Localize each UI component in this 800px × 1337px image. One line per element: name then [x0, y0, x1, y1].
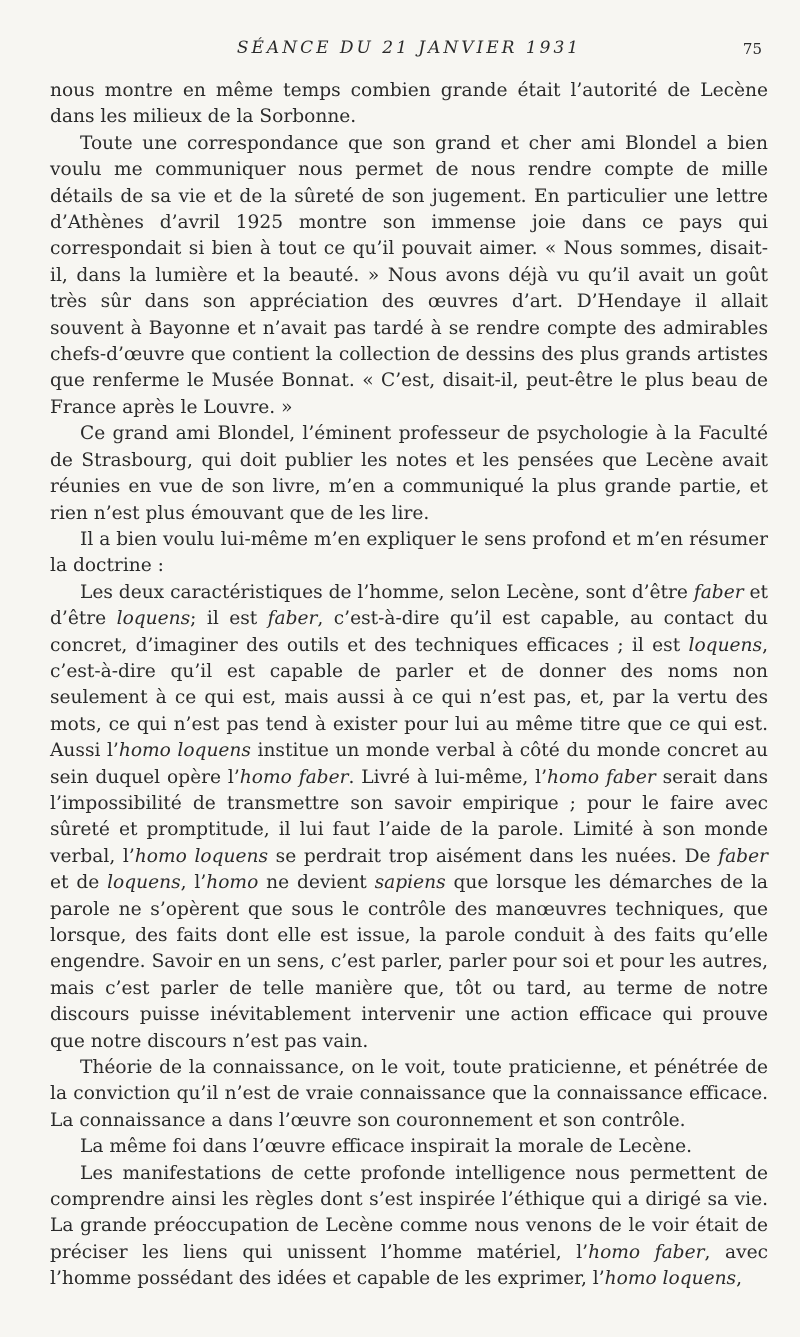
text-run: institue un monde verbal à côté du monde concret au sein duquel opère l’: [50, 740, 769, 788]
text-run: ; il est: [190, 608, 268, 630]
text-run: Les manifestations de cette profonde intelligence nous permettent de comprendre ainsi les règles dont s’est inspirée l’éthique qui a dirigé sa vie. La grande préoccupation de Lecène comme nous venons de le voir était de préciser les liens qui unissent l’homme matériel, l’: [50, 1162, 768, 1263]
paragraph: [50, 527, 768, 580]
text-run: , c’est-à-dire qu’il est capable, au contact du concret, d’imaginer des outils et des techniques efficaces ; il est: [50, 608, 769, 656]
italic-term: loquens: [116, 608, 191, 630]
italic-term: homo: [206, 872, 259, 894]
text-run: se perdrait trop aisément dans les nuées. De: [268, 845, 719, 867]
text-run: Théorie de la connaissance, on le voit, toute praticienne, et pénétrée de la conviction qu’il n’est de vraie connaissance que la connaissance efficace. La connaissance a dans l’œuvre son couronnement et son contrôle.: [50, 1057, 768, 1131]
paragraph: [50, 580, 768, 1055]
paragraph: [50, 421, 768, 527]
page-number: 75: [742, 40, 762, 58]
text-run: Les deux caractéristiques de l’homme, selon Lecène, sont d’être: [80, 581, 694, 603]
italic-term: homo faber: [239, 766, 349, 788]
text-run: nous montre en même temps combien grande était l’autorité de Lecène dans les milieux de la Sorbonne.: [50, 80, 768, 128]
paragraph: [50, 78, 768, 131]
text-run: Ce grand ami Blondel, l’éminent professeur de psychologie à la Faculté de Strasbourg, qui doit publier les notes et les pensées que Lecène avait réunies en vue de son livre, m’en a communiqué la plus grande partie, et rien n’est plus émouvant que de les lire.: [50, 423, 768, 524]
text-run: Il a bien voulu lui-même m’en expliquer le sens profond et m’en résumer la doctrine :: [50, 528, 768, 577]
italic-term: homo faber: [588, 1241, 705, 1263]
italic-term: loquens: [688, 634, 763, 656]
paragraph: [50, 1161, 768, 1293]
text-run: , avec l’homme possédant des idées et capable de les exprimer, l’: [50, 1241, 768, 1290]
running-title: SÉANCE DU 21 JANVIER 1931: [236, 38, 582, 58]
italic-term: homo loquens: [134, 845, 268, 867]
text-run: . Livré à lui-même, l’: [348, 766, 548, 788]
text-run: ,: [736, 1268, 743, 1290]
body-text: [50, 78, 768, 1293]
text-run: et d’être: [50, 581, 768, 630]
italic-term: homo faber: [547, 766, 656, 788]
running-head: [50, 36, 768, 64]
italic-term: homo loquens: [118, 740, 251, 762]
paragraph: [50, 1134, 768, 1160]
paragraph: [50, 131, 768, 421]
italic-term: faber: [267, 608, 318, 630]
text-run: serait dans l’impossibilité de transmettre son savoir empirique ; pour le faire avec sûreté et promptitude, il lui faut l’aide de la parole. Limité à son monde verbal, l’: [50, 766, 769, 867]
italic-term: homo loquens: [604, 1268, 737, 1290]
text-run: que lorsque les démarches de la parole ne s’opèrent que sous le contrôle des manœuvres techniques, que lorsque, des faits dont elle est issue, la parole conduit à des faits qu’elle engendre. Savoir en un sens, c’est parler, parler pour soi et pour les autres, mais c’est parler de telle manière que, tôt ou tard, au terme de notre discours puisse inévitablement intervenir une action efficace qui prouve que notre discours n’est pas vain.: [50, 872, 768, 1052]
italic-term: faber: [693, 581, 744, 603]
text-run: et de: [50, 872, 108, 894]
paragraph: [50, 1055, 768, 1134]
text-run: Toute une correspondance que son grand et cher ami Blondel a bien voulu me communiquer nous permet de nous rendre compte de mille détails de sa vie et de la sûreté de son jugement. En particulier une lettre d’Athènes d’avril 1925 montre son immense joie dans ce pays qui correspondait si bien à tout ce qu’il pouvait aimer. « Nous sommes, disait-il, dans la lumière et la beauté. » Nous avons déjà vu qu’il avait un goût très sûr dans son appréciation des œuvres d’art. D’Hendaye il allait souvent à Bayonne et n’avait pas tardé à se rendre compte des admirables chefs-d’œuvre que contient la collection de dessins des plus grands artistes que renferme le Musée Bonnat. « C’est, disait-il, peut-être le plus beau de France après le Louvre. »: [50, 132, 768, 418]
italic-term: faber: [718, 845, 768, 867]
text-run: , l’: [180, 872, 207, 894]
italic-term: loquens: [107, 872, 181, 894]
text-run: La même foi dans l’œuvre efficace inspirait la morale de Lecène.: [80, 1136, 693, 1158]
text-run: , c’est-à-dire qu’il est capable de parler et de donner des noms non seulement à ce qui est, mais aussi à ce qui n’est pas, et, par la vertu des mots, ce qui n’est pas tend à exister pour lui au même titre que ce qui est. Aussi l’: [50, 634, 768, 762]
text-run: ne devient: [258, 872, 375, 894]
italic-term: sapiens: [374, 872, 446, 894]
